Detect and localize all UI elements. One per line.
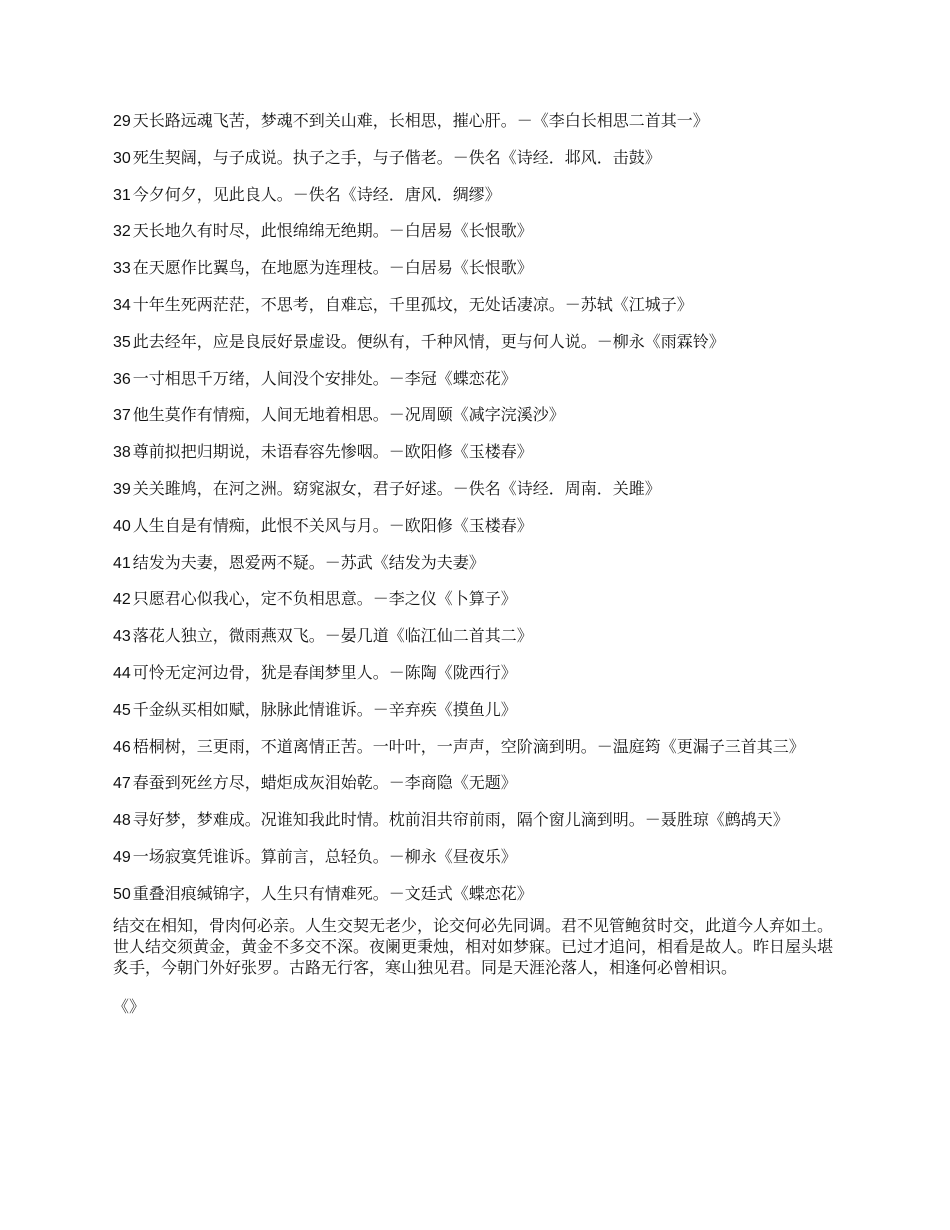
quote-number: 42	[113, 591, 131, 609]
quote-entry	[113, 479, 835, 500]
quote-text: 梧桐树，三更雨，不道离情正苦。一叶叶，一声声，空阶滴到明。－温庭筠《更漏子三首其三》	[132, 736, 805, 756]
quote-text: 只愿君心似我心，定不负相思意。－李之仪《卜算子》	[132, 589, 517, 609]
quote-number: 40	[113, 517, 131, 535]
empty-title-brackets: 《》	[113, 996, 146, 1016]
quote-text: 此去经年，应是良辰好景虚设。便纵有，千种风情，更与何人说。－柳永《雨霖铃》	[132, 331, 725, 351]
quote-entry	[113, 810, 835, 831]
quote-number: 44	[113, 664, 131, 682]
quote-entry	[113, 111, 835, 132]
quote-text: 在天愿作比翼鸟，在地愿为连理枝。－白居易《长恨歌》	[132, 258, 533, 278]
quote-entry	[113, 773, 835, 794]
quote-number: 43	[113, 628, 131, 646]
quote-number: 35	[113, 333, 131, 351]
quote-number: 37	[113, 407, 131, 425]
quote-entry	[113, 700, 835, 721]
quote-text: 落花人独立，微雨燕双飞。－晏几道《临江仙二首其二》	[132, 626, 533, 646]
quote-entry	[113, 589, 835, 610]
quote-number: 33	[113, 260, 131, 278]
quote-entry	[113, 553, 835, 574]
quote-entry	[113, 737, 835, 758]
quote-text: 可怜无定河边骨，犹是春闺梦里人。－陈陶《陇西行》	[132, 662, 517, 682]
quote-list	[113, 111, 835, 905]
quote-text: 结发为夫妻，恩爱两不疑。－苏武《结发为夫妻》	[132, 552, 485, 572]
quote-entry	[113, 258, 835, 279]
quote-entry	[113, 148, 835, 169]
quote-entry	[113, 663, 835, 684]
quote-entry	[113, 626, 835, 647]
quote-number: 41	[113, 554, 131, 572]
quote-text: 重叠泪痕缄锦字，人生只有情难死。－文廷式《蝶恋花》	[132, 883, 533, 903]
quote-text: 人生自是有情痴，此恨不关风与月。－欧阳修《玉楼春》	[132, 515, 533, 535]
quote-entry	[113, 185, 835, 206]
quote-text: 死生契阔，与子成说。执子之手，与子偕老。－佚名《诗经．邶风．击鼓》	[132, 147, 661, 167]
quote-entry	[113, 847, 835, 868]
quote-number: 34	[113, 296, 131, 314]
quote-text: 尊前拟把归期说，未语春容先惨咽。－欧阳修《玉楼春》	[132, 442, 533, 462]
quote-number: 39	[113, 480, 131, 498]
closing-paragraph: 结交在相知，骨肉何必亲。人生交契无老少，论交何必先同调。君不见管鲍贫时交，此道今人弃如土。世人结交须黄金，黄金不多交不深。夜阑更秉烛，相对如梦寐。已过才追问，相看是故人。昨日屋头堪炙手，今朝门外好张罗。古路无行客，寒山独见君。同是天涯沦落人，相逢何必曾相识。	[113, 915, 834, 977]
quote-number: 48	[113, 812, 131, 830]
quote-entry	[113, 442, 835, 463]
quote-number: 32	[113, 223, 131, 241]
quote-text: 一寸相思千万绪，人间没个安排处。－李冠《蝶恋花》	[132, 368, 517, 388]
quote-text: 一场寂寞凭谁诉。算前言，总轻负。－柳永《昼夜乐》	[132, 846, 517, 866]
quote-text: 春蚕到死丝方尽，蜡炬成灰泪始乾。－李商隐《无题》	[132, 773, 517, 793]
quote-number: 45	[113, 701, 131, 719]
quote-number: 36	[113, 370, 131, 388]
quote-entry	[113, 332, 835, 353]
quote-text: 天长路远魂飞苦，梦魂不到关山难，长相思，摧心肝。－《李白长相思二首其一》	[132, 111, 709, 130]
quote-entry	[113, 295, 835, 316]
quote-entry	[113, 516, 835, 537]
quote-entry	[113, 405, 835, 426]
quote-text: 千金纵买相如赋，脉脉此情谁诉。－辛弃疾《摸鱼儿》	[132, 699, 517, 719]
quote-text: 今夕何夕，见此良人。－佚名《诗经．唐风．绸缪》	[132, 184, 501, 204]
quote-text: 关关雎鸠，在河之洲。窈窕淑女，君子好逑。－佚名《诗经．周南．关雎》	[132, 478, 661, 498]
quote-entry	[113, 884, 835, 905]
quote-number: 49	[113, 848, 131, 866]
quote-text: 他生莫作有情痴，人间无地着相思。－况周颐《减字浣溪沙》	[132, 405, 565, 425]
quote-number: 46	[113, 738, 131, 756]
document-page	[113, 111, 835, 1017]
quote-text: 寻好梦，梦难成。况谁知我此时情。枕前泪共帘前雨，隔个窗儿滴到明。－聂胜琼《鹧鸪天》	[132, 810, 789, 830]
quote-text: 天长地久有时尽，此恨绵绵无绝期。－白居易《长恨歌》	[132, 221, 533, 241]
quote-entry	[113, 369, 835, 390]
quote-number: 47	[113, 775, 131, 793]
quote-number: 38	[113, 444, 131, 462]
quote-number: 30	[113, 149, 131, 167]
quote-number: 31	[113, 186, 131, 204]
quote-entry	[113, 221, 835, 242]
quote-number: 50	[113, 885, 131, 903]
quote-number: 29	[113, 113, 131, 130]
quote-text: 十年生死两茫茫，不思考，自难忘，千里孤坟，无处话凄凉。－苏轼《江城子》	[132, 294, 693, 314]
